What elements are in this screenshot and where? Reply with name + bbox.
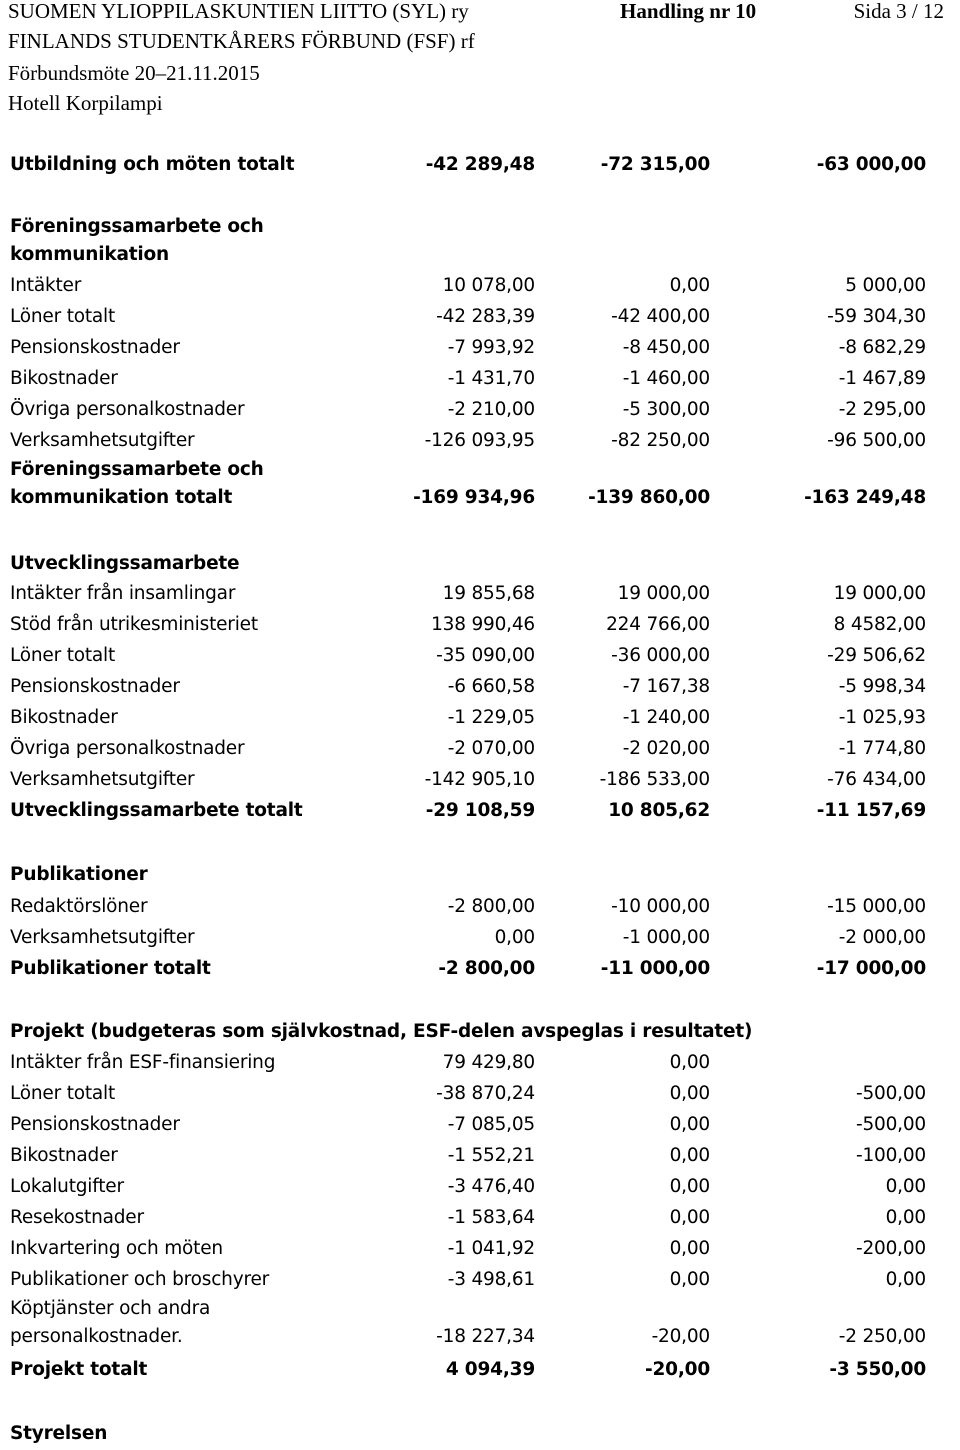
value-col-1: -126 093,95	[424, 430, 535, 451]
value-col-2: -139 860,00	[588, 487, 710, 508]
table-row	[10, 580, 940, 608]
value-col-1: -2 070,00	[447, 738, 535, 759]
table-row	[10, 1111, 940, 1139]
value-col-2: 0,00	[669, 1238, 710, 1259]
table-row	[10, 1080, 940, 1108]
value-col-3: -1 467,89	[838, 368, 926, 389]
value-col-1: 0,00	[494, 927, 535, 948]
value-col-2: 0,00	[669, 1114, 710, 1135]
meeting-name: Förbundsmöte 20–21.11.2015	[8, 61, 260, 85]
value-col-1: 138 990,46	[431, 614, 535, 635]
row-label: Stöd från utrikesministeriet	[10, 614, 258, 635]
table-row	[10, 766, 940, 794]
value-col-2: 0,00	[669, 1052, 710, 1073]
value-col-2: -2 020,00	[622, 738, 710, 759]
value-col-1: -1 552,21	[447, 1145, 535, 1166]
value-col-1: 79 429,80	[442, 1052, 535, 1073]
value-col-2: 224 766,00	[606, 614, 710, 635]
value-col-3: -29 506,62	[827, 645, 926, 666]
value-col-2: 0,00	[669, 275, 710, 296]
row-label: Lokalutgifter	[10, 1176, 124, 1197]
table-row	[10, 303, 940, 331]
value-col-1: -18 227,34	[436, 1326, 535, 1347]
value-col-2: -8 450,00	[622, 337, 710, 358]
org-name-sv: FINLANDS STUDENTKÅRERS FÖRBUND (FSF) rf	[8, 29, 475, 53]
value-col-3: 0,00	[885, 1176, 926, 1197]
row-label: Övriga personalkostnader	[10, 738, 245, 759]
table-row	[10, 1049, 940, 1077]
value-col-2: -82 250,00	[611, 430, 710, 451]
value-col-2: -42 400,00	[611, 306, 710, 327]
table-row	[10, 427, 940, 455]
row-label: Inkvartering och möten	[10, 1238, 223, 1259]
row-label: Löner totalt	[10, 1083, 116, 1104]
value-col-3: -100,00	[855, 1145, 926, 1166]
row-label: Resekostnader	[10, 1207, 144, 1228]
section-heading	[10, 861, 940, 889]
value-col-1: -29 108,59	[425, 800, 535, 821]
value-col-3: -11 157,69	[816, 800, 926, 821]
value-col-2: -186 533,00	[599, 769, 710, 790]
row-label: Pensionskostnader	[10, 676, 180, 697]
table-row	[10, 642, 940, 670]
row-label: Intäkter från insamlingar	[10, 583, 236, 604]
row-label: Intäkter	[10, 275, 82, 296]
table-row	[10, 704, 940, 732]
value-col-1: -3 476,40	[447, 1176, 535, 1197]
value-col-3: -163 249,48	[804, 487, 926, 508]
value-col-3: 19 000,00	[833, 583, 926, 604]
value-col-3: -200,00	[855, 1238, 926, 1259]
value-col-2: 0,00	[669, 1207, 710, 1228]
row-label: Bikostnader	[10, 1145, 118, 1166]
section-title: Publikationer	[10, 864, 148, 885]
row-label: Föreningssamarbete och kommunikation totalt	[10, 459, 264, 508]
table-row	[10, 396, 940, 424]
row-label: Verksamhetsutgifter	[10, 927, 195, 948]
value-col-3: -2 250,00	[838, 1326, 926, 1347]
value-col-3: -500,00	[855, 1114, 926, 1135]
total-row	[10, 955, 940, 983]
table-row	[10, 365, 940, 393]
row-label: Verksamhetsutgifter	[10, 769, 195, 790]
value-col-3: -1 774,80	[838, 738, 926, 759]
table-row	[10, 1295, 940, 1351]
value-col-1: -2 210,00	[447, 399, 535, 420]
value-col-2: 0,00	[669, 1145, 710, 1166]
section-title: Projekt (budgeteras som självkostnad, ESF-delen avspeglas i resultatet)	[10, 1021, 753, 1042]
handling-number: Handling nr 10	[620, 0, 757, 23]
value-col-3: -76 434,00	[827, 769, 926, 790]
row-label: Redaktörslöner	[10, 896, 148, 917]
row-label: Övriga personalkostnader	[10, 399, 245, 420]
row-label: Löner totalt	[10, 306, 116, 327]
value-col-3: -8 682,29	[838, 337, 926, 358]
value-col-3: 5 000,00	[845, 275, 926, 296]
row-label: Verksamhetsutgifter	[10, 430, 195, 451]
value-col-1: -169 934,96	[413, 487, 535, 508]
value-col-1: -3 498,61	[447, 1269, 535, 1290]
row-label: Publikationer totalt	[10, 958, 211, 979]
section-heading	[10, 1018, 940, 1046]
table-row	[10, 924, 940, 952]
budget-table	[10, 0, 940, 1450]
row-label: Bikostnader	[10, 707, 118, 728]
value-col-2: -11 000,00	[600, 958, 710, 979]
value-col-2: -7 167,38	[622, 676, 710, 697]
value-col-3: -3 550,00	[829, 1359, 926, 1380]
value-col-1: -42 283,39	[436, 306, 535, 327]
value-col-1: -6 660,58	[447, 676, 535, 697]
value-col-3: 8 4582,00	[833, 614, 926, 635]
row-label: Köptjänster och andra personalkostnader.	[10, 1298, 211, 1347]
value-col-1: -7 993,92	[447, 337, 535, 358]
row-label: Löner totalt	[10, 645, 116, 666]
value-col-2: 19 000,00	[617, 583, 710, 604]
section-title: Föreningssamarbete och kommunikation	[10, 216, 264, 265]
value-col-2: -36 000,00	[611, 645, 710, 666]
value-col-3: -15 000,00	[827, 896, 926, 917]
row-label: Bikostnader	[10, 368, 118, 389]
value-col-3: -1 025,93	[838, 707, 926, 728]
section-heading	[10, 1420, 940, 1448]
value-col-1: -142 905,10	[424, 769, 535, 790]
total-row	[10, 797, 940, 825]
table-row	[10, 1142, 940, 1170]
row-label: Intäkter från ESF-finansiering	[10, 1052, 276, 1073]
section-heading	[10, 550, 940, 578]
total-row	[10, 1356, 940, 1384]
value-col-1: -2 800,00	[438, 958, 535, 979]
value-col-2: -1 000,00	[622, 927, 710, 948]
value-col-2: -5 300,00	[622, 399, 710, 420]
section-heading	[10, 213, 940, 269]
value-col-1: -7 085,05	[447, 1114, 535, 1135]
table-row	[10, 334, 940, 362]
table-row	[10, 1173, 940, 1201]
value-col-1: -1 041,92	[447, 1238, 535, 1259]
section-title: Utvecklingssamarbete	[10, 553, 240, 574]
value-col-3: -2 000,00	[838, 927, 926, 948]
value-col-1: -1 583,64	[447, 1207, 535, 1228]
value-col-3: -63 000,00	[816, 154, 926, 175]
value-col-2: 0,00	[669, 1176, 710, 1197]
value-col-1: -35 090,00	[436, 645, 535, 666]
table-row	[10, 1204, 940, 1232]
row-label: Projekt totalt	[10, 1359, 148, 1380]
table-row	[10, 1266, 940, 1294]
value-col-3: -96 500,00	[827, 430, 926, 451]
table-row	[10, 673, 940, 701]
table-row	[10, 893, 940, 921]
value-col-2: 10 805,62	[608, 800, 710, 821]
value-col-1: -1 431,70	[447, 368, 535, 389]
value-col-2: -20,00	[651, 1326, 710, 1347]
total-row	[10, 151, 940, 179]
table-row	[10, 1235, 940, 1263]
value-col-1: -38 870,24	[436, 1083, 535, 1104]
value-col-3: -500,00	[855, 1083, 926, 1104]
value-col-2: 0,00	[669, 1269, 710, 1290]
value-col-1: -1 229,05	[447, 707, 535, 728]
value-col-3: -59 304,30	[827, 306, 926, 327]
value-col-1: 10 078,00	[442, 275, 535, 296]
value-col-2: 0,00	[669, 1083, 710, 1104]
row-label: Publikationer och broschyrer	[10, 1269, 270, 1290]
row-label: Pensionskostnader	[10, 1114, 180, 1135]
section-title: Styrelsen	[10, 1423, 108, 1444]
venue-name: Hotell Korpilampi	[8, 91, 163, 115]
page-number: Sida 3 / 12	[853, 0, 944, 23]
table-row	[10, 611, 940, 639]
org-name-fi: SUOMEN YLIOPPILASKUNTIEN LIITTO (SYL) ry	[8, 0, 469, 23]
value-col-1: -42 289,48	[425, 154, 535, 175]
value-col-3: -5 998,34	[838, 676, 926, 697]
value-col-2: -10 000,00	[611, 896, 710, 917]
value-col-2: -1 240,00	[622, 707, 710, 728]
value-col-3: 0,00	[885, 1207, 926, 1228]
row-label: Utbildning och möten totalt	[10, 154, 295, 175]
value-col-3: -2 295,00	[838, 399, 926, 420]
table-row	[10, 272, 940, 300]
value-col-1: -2 800,00	[447, 896, 535, 917]
value-col-3: 0,00	[885, 1269, 926, 1290]
value-col-3: -17 000,00	[816, 958, 926, 979]
value-col-2: -20,00	[645, 1359, 710, 1380]
value-col-2: -1 460,00	[622, 368, 710, 389]
table-row	[10, 735, 940, 763]
row-label: Pensionskostnader	[10, 337, 180, 358]
value-col-1: 19 855,68	[442, 583, 535, 604]
total-row	[10, 456, 940, 512]
value-col-2: -72 315,00	[600, 154, 710, 175]
value-col-1: 4 094,39	[445, 1359, 535, 1380]
row-label: Utvecklingssamarbete totalt	[10, 800, 303, 821]
